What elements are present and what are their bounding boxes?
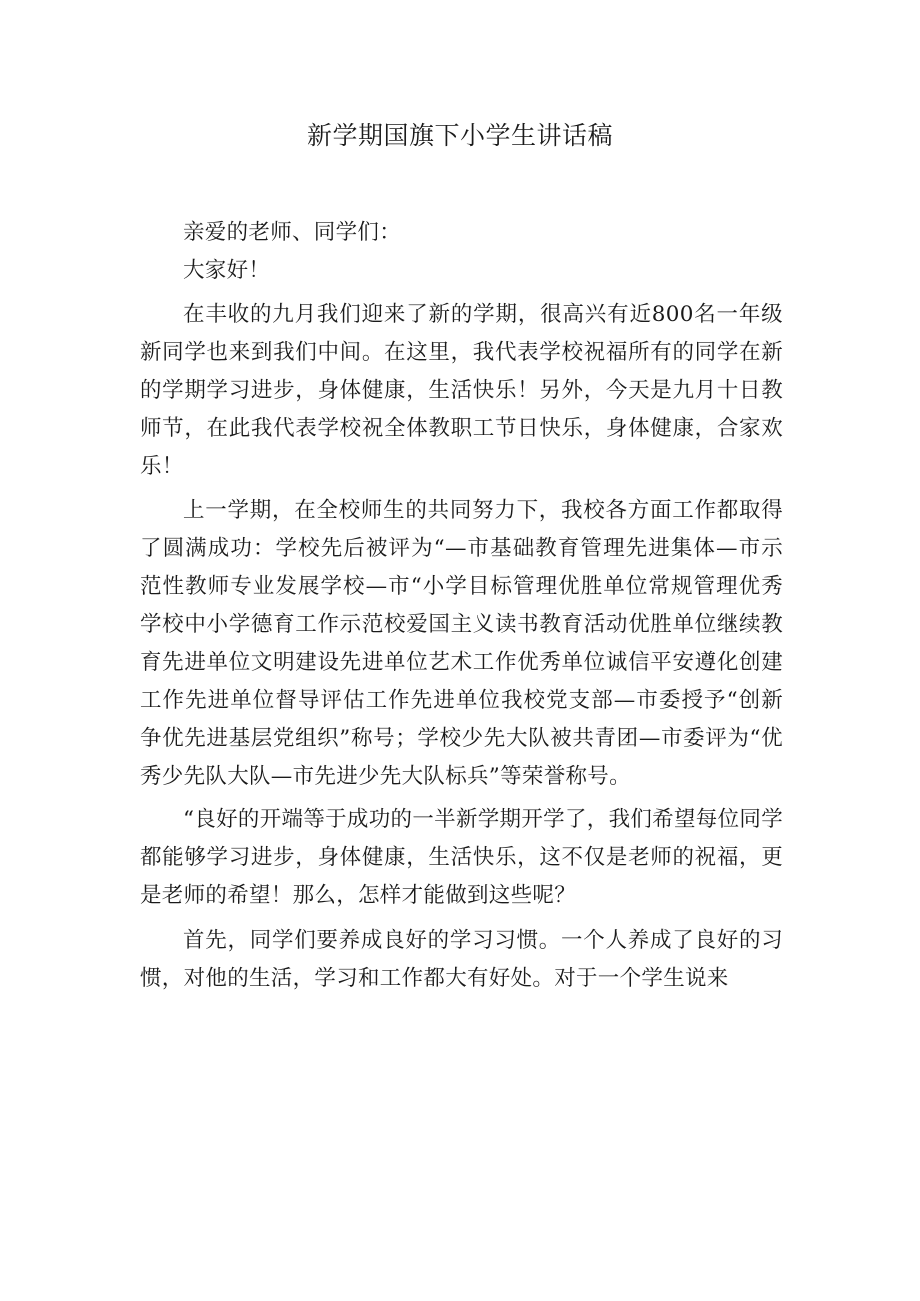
document-title: 新学期国旗下小学生讲话稿 (306, 121, 613, 150)
paragraph-achievements: 上一学期，在全校师生的共同努力下，我校各方面工作都取得了圆满成功：学校先后被评为“—市基础教育管理先进集体—市示范性教师专业发展学校—市“小学目标管理优胜单位常规管理优秀学校中小学德育工作示范校爱国主义读书教育活动优胜单位继续教育先进单位文明建设先进单位艺术工作优秀单位诚信平安遵化创建工作先进单位督导评估工作先进单位我校党支部—市委授予“创新争优先进基层党组织”称号；学校少先大队被共青团—市委评为“优秀少先队大队—市先进少先大队标兵”等荣誉称号。 (140, 498, 783, 789)
paragraph-new-semester: 在丰收的九月我们迎来了新的学期，很高兴有近800名一年级新同学也来到我们中间。在这里，我代表学校祝福所有的同学在新的学期学习进步，身体健康，生活快乐！另外，今天是九月十日教师节，在此我代表学校祝全体教职工节日快乐，身体健康，合家欢乐！ (140, 302, 783, 479)
paragraph-greeting: 亲爱的老师、同学们： (183, 220, 402, 245)
paragraph-habits: 首先，同学们要养成良好的学习习惯。一个人养成了良好的习惯，对他的生活，学习和工作都大有好处。对于一个学生说来 (140, 928, 783, 991)
document-body (140, 214, 783, 1004)
paragraph-hello: 大家好！ (183, 258, 271, 283)
paragraph-good-start: “良好的开端等于成功的一半新学期开学了，我们希望每位同学都能够学习进步，身体健康，生活快乐，这不仅是老师的祝福，更是老师的希望！那么，怎样才能做到这些呢？ (140, 807, 783, 908)
